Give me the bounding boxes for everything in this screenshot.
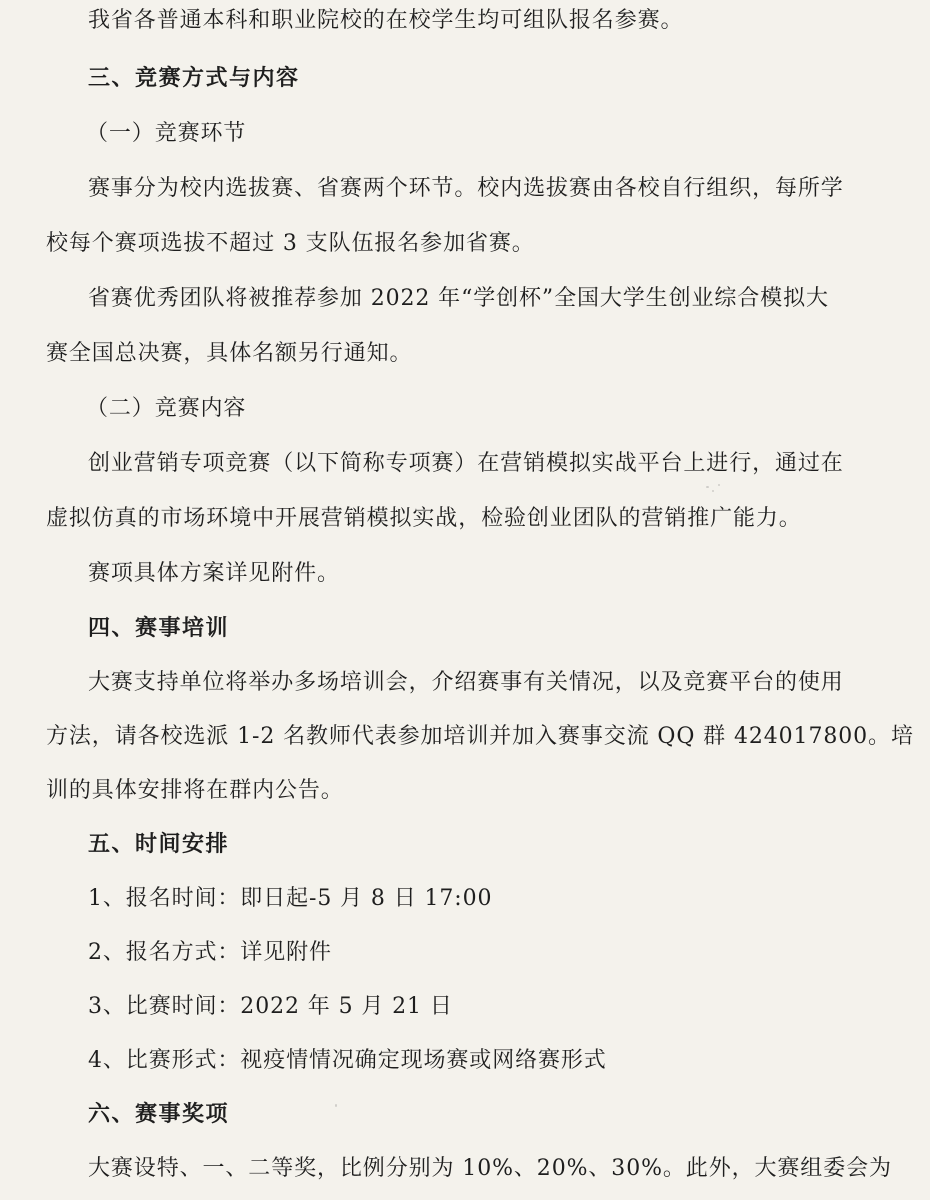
paragraph-content-line-1: 创业营销专项竞赛（以下简称专项赛）在营销模拟实战平台上进行，通过在 xyxy=(88,451,844,476)
schedule-item-1: 1、报名时间：即日起-5 月 8 日 17:00 xyxy=(88,886,493,911)
scan-speck xyxy=(712,490,714,492)
scan-speck xyxy=(335,1104,337,1107)
schedule-item-2: 2、报名方式：详见附件 xyxy=(88,940,332,965)
paragraph-training-line-1: 大赛支持单位将举办多场培训会，介绍赛事有关情况，以及竞赛平台的使用 xyxy=(88,670,844,695)
section-heading-5: 五、时间安排 xyxy=(88,832,230,857)
schedule-item-3: 3、比赛时间：2022 年 5 月 21 日 xyxy=(88,994,453,1019)
schedule-item-4: 4、比赛形式：视疫情情况确定现场赛或网络赛形式 xyxy=(88,1048,607,1073)
scan-speck xyxy=(706,486,709,488)
paragraph-stage-line-2: 校每个赛项选拔不超过 3 支队伍报名参加省赛。 xyxy=(46,231,535,256)
paragraph-national-line-1: 省赛优秀团队将被推荐参加 2022 年“学创杯”全国大学生创业综合模拟大 xyxy=(88,286,829,311)
paragraph-training-line-2: 方法，请各校选派 1-2 名教师代表参加培训并加入赛事交流 QQ 群 424017800。培 xyxy=(46,724,914,749)
paragraph-eligibility: 我省各普通本科和职业院校的在校学生均可组队报名参赛。 xyxy=(88,8,684,33)
paragraph-attachment: 赛项具体方案详见附件。 xyxy=(88,561,340,586)
paragraph-stage-line-1: 赛事分为校内选拔赛、省赛两个环节。校内选拔赛由各校自行组织，每所学 xyxy=(88,176,844,201)
scan-speck xyxy=(718,484,720,486)
subheading-content: （二）竞赛内容 xyxy=(86,396,247,421)
section-heading-6: 六、赛事奖项 xyxy=(88,1102,230,1127)
paragraph-awards-line-1: 大赛设特、一、二等奖，比例分别为 10%、20%、30%。此外，大赛组委会为 xyxy=(88,1156,892,1181)
section-heading-3: 三、竞赛方式与内容 xyxy=(88,66,300,91)
paragraph-content-line-2: 虚拟仿真的市场环境中开展营销模拟实战，检验创业团队的营销推广能力。 xyxy=(46,506,802,531)
paragraph-national-line-2: 赛全国总决赛，具体名额另行通知。 xyxy=(46,341,413,366)
subheading-stage: （一）竞赛环节 xyxy=(86,121,247,146)
section-heading-4: 四、赛事培训 xyxy=(88,616,230,641)
paragraph-training-line-3: 训的具体安排将在群内公告。 xyxy=(46,778,344,803)
